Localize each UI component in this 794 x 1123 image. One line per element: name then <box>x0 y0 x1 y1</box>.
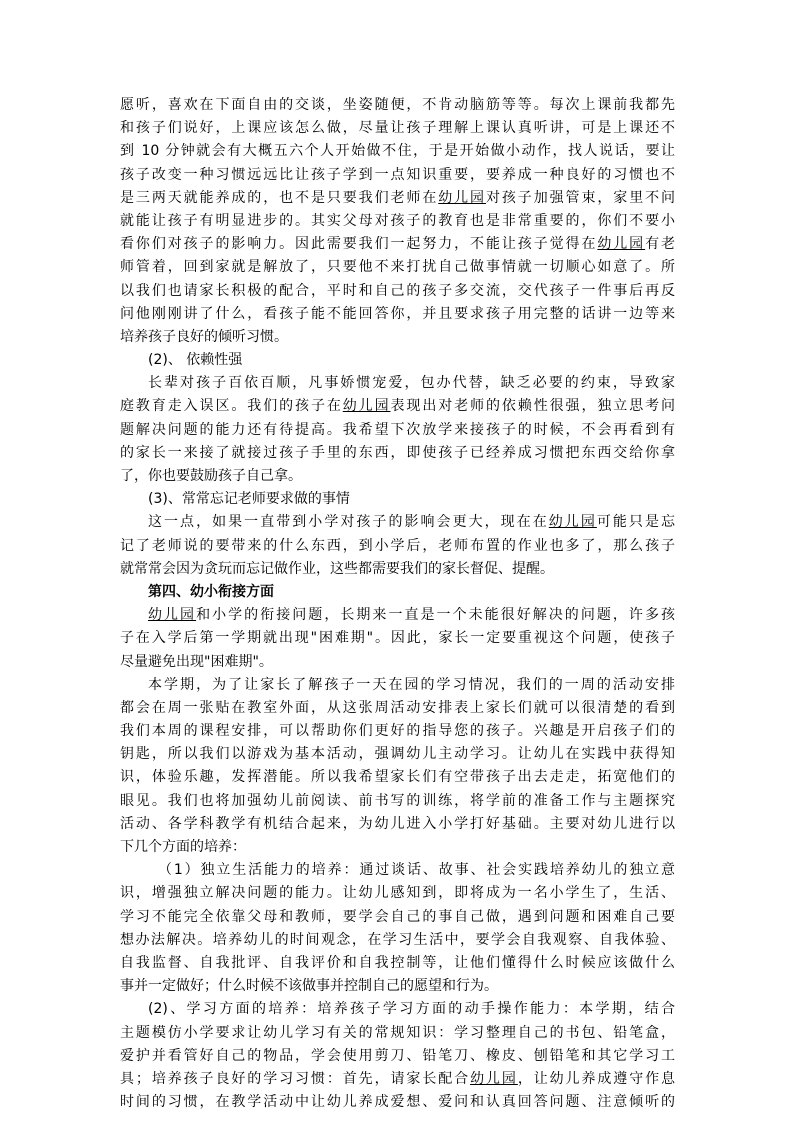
paragraph-line: 题解决问题的能力还有待提高。我希望下次放学来接孩子的时候，不会再看到有 <box>120 421 675 438</box>
paragraph-line: 和孩子们说好，上课应该怎么做，尽量让孩子理解上课认真听讲，可是上课还不 <box>120 120 675 137</box>
paragraph-line: 识，体验乐趣，发挥潜能。所以我希望家长们有空带孩子出去走走，拓宽他们的 <box>120 769 675 786</box>
paragraph-line: 我们本周的课程安排，可以帮助你们更好的指导您的孩子。兴趣是开启孩子们的 <box>120 723 675 740</box>
paragraph-line: 记了老师说的要带来的什么东西，到小学后，老师布置的作业也多了，那么孩子 <box>120 537 675 554</box>
paragraph-line: 这一点，如果一直带到小学对孩子的影响会更大，现在在幼儿园可能只是忘 <box>148 514 675 531</box>
paragraph-line: 以我们也请家长积极的配合，平时和自己的孩子多交流，交代孩子一件事后再反 <box>120 282 675 299</box>
paragraph-line: 爱护并看管好自己的物品，学会使用剪刀、铅笔刀、橡皮、刨铅笔和其它学习工 <box>120 1047 675 1064</box>
paragraph-line: 活动、各学科教学有机结合起来，为幼儿进入小学打好基础。主要对幼儿进行以 <box>120 815 675 832</box>
subheading-dependency: (2)、 依赖性强 <box>148 352 243 369</box>
paragraph-line: 自我监督、自我批评、自我评价和自我控制等，让他们懂得什么时候应该做什么 <box>120 954 675 971</box>
paragraph-line: 孩子改变一种习惯远远比让孩子学到一点知识重要，要养成一种良好的习惯也不 <box>120 166 675 183</box>
paragraph-line: 了，你也要鼓励孩子自己拿。 <box>120 468 302 484</box>
paragraph-line: 培养孩子良好的倾听习惯。 <box>120 328 288 345</box>
paragraph-line: 庭教育走入误区。我们的孩子在幼儿园表现出对老师的依赖性很强，独立思考问 <box>120 398 675 415</box>
paragraph-line: 问他刚刚讲了什么，看孩子能不能回答你，并且要求孩子用完整的话讲一边等来 <box>120 305 675 322</box>
paragraph-line: 都会在周一张贴在教室外面，从这张周活动安排表上家长们就可以很清楚的看到 <box>120 699 675 716</box>
paragraph-line: 主题模仿小学要求让幼儿学习有关的常规知识：学习整理自己的书包、铅笔盒， <box>120 1024 675 1041</box>
section-heading: 第四、幼小衔接方面 <box>148 583 274 600</box>
paragraph-line: (2)、学习方面的培养：培养孩子学习方面的动手操作能力：本学期，结合 <box>148 1001 675 1018</box>
paragraph-line: 尽量避免出现"困难期"。 <box>120 653 273 670</box>
paragraph-line: 学习不能完全依靠父母和教师，要学会自己的事自己做，遇到问题和困难自己要 <box>120 908 675 925</box>
paragraph-line: 子在入学后第一学期就出现"困难期"。因此，家长一定要重视这个问题，使孩子 <box>120 630 675 647</box>
paragraph-line: （1）独立生活能力的培养：通过谈话、故事、社会实践培养幼儿的独立意 <box>158 862 675 879</box>
paragraph-line: 到 10 分钟就会有大概五六个人开始做不住，于是开始做小动作，找人说话，要让 <box>120 143 675 160</box>
paragraph-line: 本学期，为了让家长了解孩子一天在园的学习情况，我们的一周的活动安排 <box>148 676 675 693</box>
document-page <box>120 94 675 1114</box>
paragraph-line: 眼见。我们也将加强幼儿前阅读、前书写的训练，将学前的准备工作与主题探究 <box>120 792 675 809</box>
paragraph-line: 事并一定做好；什么时候不该做事并控制自己的愿望和行为。 <box>120 978 498 995</box>
paragraph-line: 想办法解决。培养幼儿的时间观念，在学习生活中，要学会自我观察、自我体验、 <box>120 931 675 948</box>
paragraph-line: 具；培养孩子良好的学习习惯：首先，请家长配合幼儿园，让幼儿养成遵守作息 <box>120 1070 675 1087</box>
paragraph-line: 下几个方面的培养： <box>120 839 246 855</box>
paragraph-line: 是三两天就能养成的，也不是只要我们老师在幼儿园对孩子加强管束，家里不问 <box>120 189 675 206</box>
paragraph-line: 时间的习惯，在教学活动中让幼儿养成爱想、爱问和认真回答问题、注意倾听的 <box>120 1094 675 1111</box>
paragraph-line: 钥匙，所以我们以游戏为基本活动，强调幼儿主动学习。让幼儿在实践中获得知 <box>120 746 675 763</box>
paragraph-line: 师管着，回到家就是解放了，只要他不来打扰自己做事情就一切顺心如意了。所 <box>120 259 675 276</box>
paragraph-line: 幼儿园和小学的衔接问题，长期来一直是一个未能很好解决的问题，许多孩 <box>148 607 675 624</box>
paragraph-line: 就能让孩子有明显进步的。其实父母对孩子的教育也是非常重要的，你们不要小 <box>120 212 675 229</box>
paragraph-line: 长辈对孩子百依百顺，凡事娇惯宠爱，包办代替，缺乏必要的约束，导致家 <box>148 375 675 392</box>
paragraph-line: 就常常会因为贪玩而忘记做作业，这些都需要我们的家长督促、提醒。 <box>120 560 554 577</box>
paragraph-line: 识，增强独立解决问题的能力。让幼儿感知到，即将成为一名小学生了，生活、 <box>120 885 675 902</box>
subheading-forgetting: (3)、常常忘记老师要求做的事情 <box>148 491 350 508</box>
paragraph-line: 看你们对孩子的影响力。因此需要我们一起努力，不能让孩子觉得在幼儿园有老 <box>120 236 675 253</box>
paragraph-line: 的家长一来接了就接过孩子手里的东西，即使孩子已经养成习惯把东西交给你拿 <box>120 444 675 461</box>
paragraph-line: 愿听，喜欢在下面自由的交谈，坐姿随便，不肯动脑筋等等。每次上课前我都先 <box>120 97 675 113</box>
